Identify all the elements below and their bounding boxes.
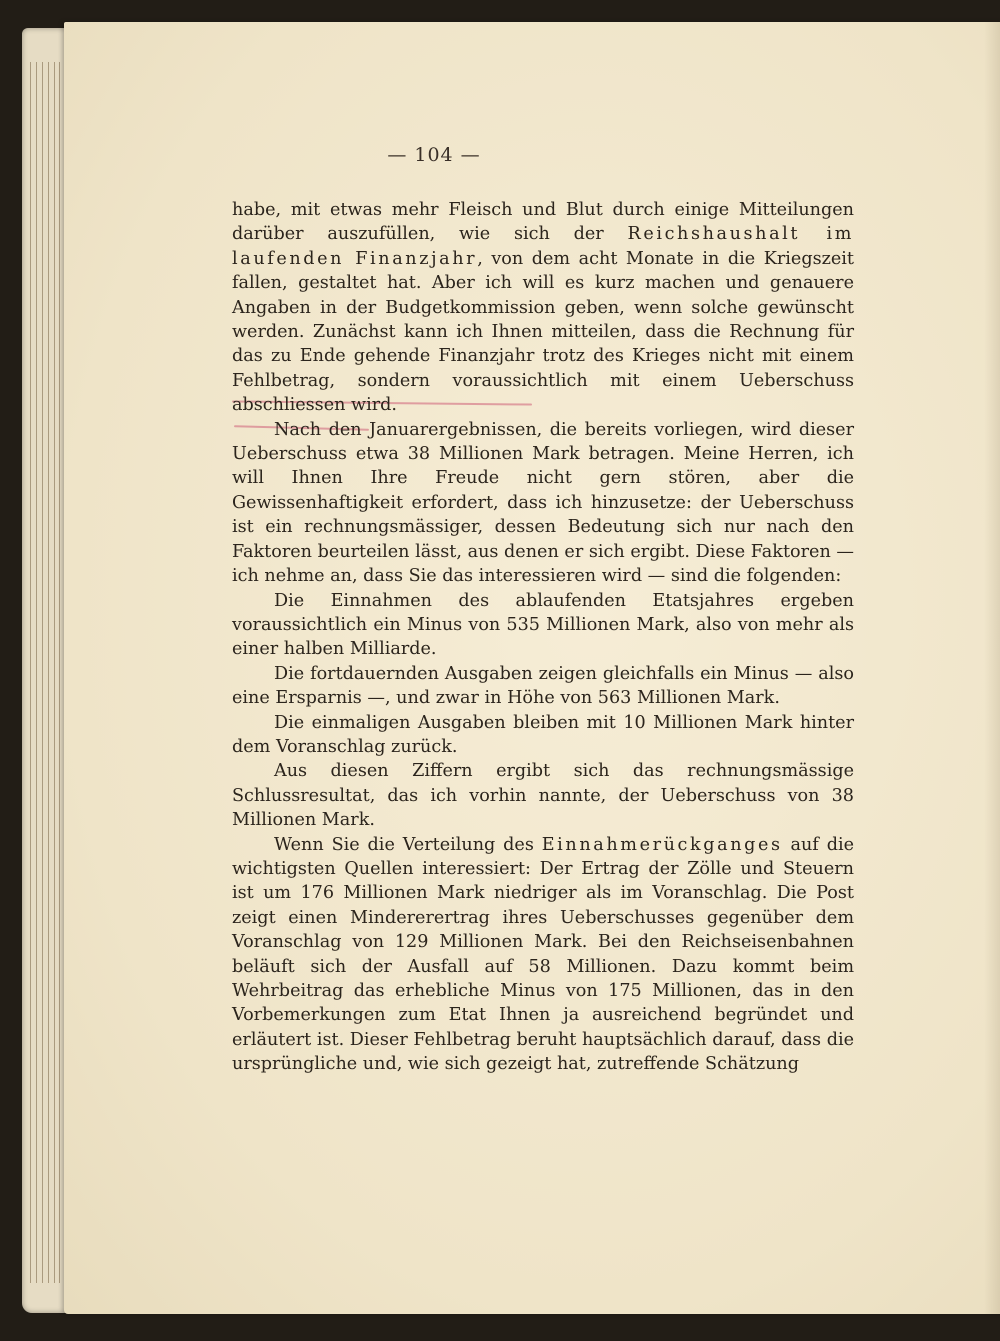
page-edge-line [36,62,37,1283]
text-segment: Die einmaligen Ausgaben bleiben mit 10 Millionen Mark hinter dem Voranschlag zurück. [232,712,854,757]
text-segment: Die Einnahmen des ablaufenden Etatsjahres ergeben voraussichtlich ein Minus von 535 Millionen Mark, also von mehr als einer halben Milliarde. [232,590,854,660]
paragraph [232,662,854,711]
page-edge-line [30,62,31,1283]
paragraph [232,589,854,662]
emphasized-text: Reichshaushalt im laufenden Finanzjahr [232,224,854,269]
text-segment: Nach den Januarergebnissen, die bereits vorliegen, wird dieser Ueberschuss etwa 38 Millionen Mark betragen. Meine Herren, ich will Ihnen Ihre Freude nicht gern stören, aber die Gewissenhaftigkeit erfordert, dass ich hinzusetze: der Ueberschuss ist ein rechnungsmässiger, dessen Bedeutung sich nur nach den Faktoren beurteilen lässt, aus denen er sich ergibt. Diese Faktoren — ich nehme an, dass Sie das interessieren wird — sind die folgenden: [232,419,854,587]
page-number: — 104 — [387,144,481,166]
text-segment: Wenn Sie die Verteilung des [274,834,542,855]
paragraph [232,418,854,589]
paragraph [232,198,854,418]
page-edge-line [48,62,49,1283]
paragraph [232,759,854,832]
paragraph [232,833,854,1077]
text-segment: Die fortdauernden Ausgaben zeigen gleichfalls ein Minus — also eine Ersparnis —, und zwar in Höhe von 563 Millionen Mark. [232,663,854,709]
text-segment: habe, mit etwas mehr Fleisch und Blut durch einige Mitteilungen darüber auszufüllen, wie sich der [232,200,854,245]
body-text [232,198,854,1077]
text-segment: Aus diesen Ziffern ergibt sich das rechnungsmässige Schlussresultat, das ich vorhin nannte, der Ueberschuss von 38 Millionen Mark. [232,761,854,831]
emphasized-text: Einnahmerückganges [541,834,783,855]
page-edge-line [54,62,55,1283]
page-edge-line [42,62,43,1283]
gutter-shadow [984,22,1000,1314]
text-segment: , von dem acht Monate in die Kriegszeit fallen, gestaltet hat. Aber ich will es kurz machen und genauere Angaben in der Budgetkommission geben, wenn solche gewünscht werden. Zunächst kann ich Ihnen mitteilen, dass die Rechnung für das zu Ende gehende Finanzjahr trotz des Krieges nicht mit einem Fehlbetrag, sondern voraussichtlich mit einem Ueberschuss abschliessen wird. [232,248,854,416]
page-edge-line [59,62,60,1283]
paragraph [232,711,854,760]
book-page [64,22,1000,1314]
text-segment: auf die wichtigsten Quellen interessiert: Der Ertrag der Zölle und Steuern ist um 176 Millionen Mark niedriger als im Voranschlag. Die Post zeigt einen Mindererertrag ihres Ueberschusses gegenüber dem Voranschlag von 129 Millionen Mark. Bei den Reichseisenbahnen beläuft sich der Ausfall auf 58 Millionen. Dazu kommt beim Wehrbeitrag das erhebliche Minus von 175 Millionen, das in den Vorbemerkungen zum Etat Ihnen ja ausreichend begründet und erläutert ist. Dieser Fehlbetrag beruht hauptsächlich darauf, dass die ursprüngliche und, wie sich gezeigt hat, zutreffende Schätzung [232,834,854,1075]
